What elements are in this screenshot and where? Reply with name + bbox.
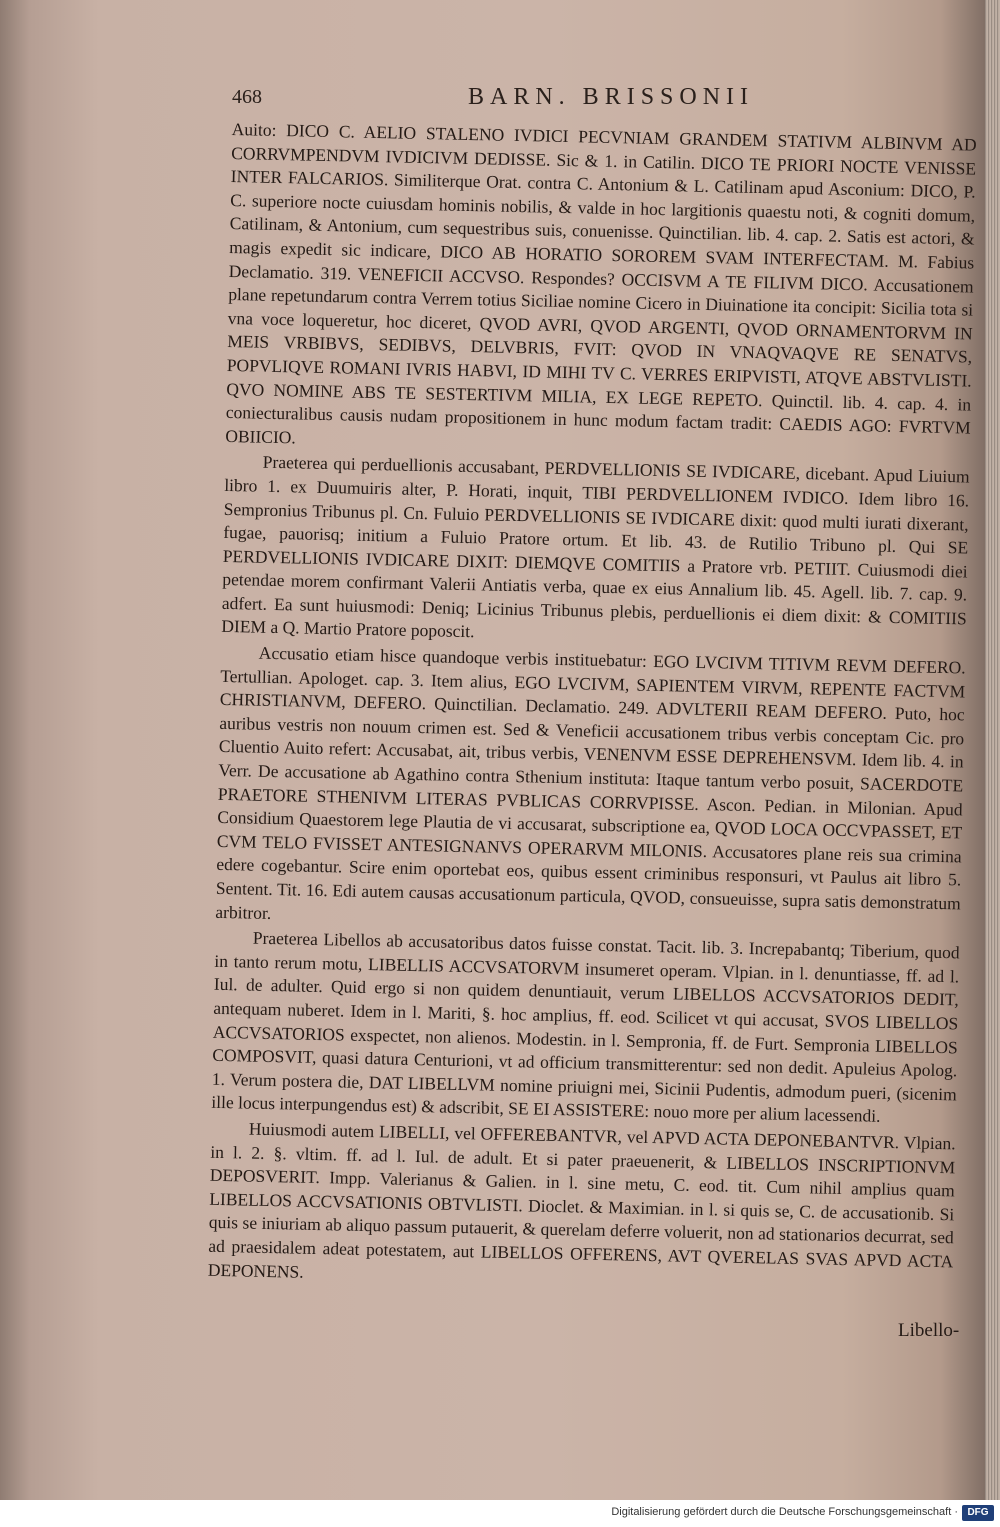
dfg-logo: DFG: [962, 1505, 994, 1521]
paragraph-3: Accusatio etiam hisce quandoque verbis instituebatur: EGO LVCIVM TITIVM REVM DEFERO. Tertullian. Apologet. cap. 3. Item alius, EGO LVCIVM, SAPIENTEM VIRVM, REPENTE FACTVM CHRISTIANVM, DEFERO. Quinctilian. Declamatio. 249. ADVLTERII REAM DEFERO. Puto, hoc auribus vestris non nouum crimen est. Sed & Veneficii accusationem tribus verbis conceptam Cic. pro Cluentio Auito refert: Accusabat, ait, tribus verbis, VENENVM ESSE DEPREHENSVM. Idem lib. 4. in Verr. De accusatione ab Agathino contra Sthenium instituta: Itaque tantum verbo posuit, SACERDOTE PRAETORE STHENIVM LITERAS PVBLICAS CORRVPISSE. Ascon. Pedian. in Milonian. Apud Considium Quaestorem lege Plautia de vi accusarat, subscriptione ea, QVOD LOCA OCCVPASSET, ET CVM TELO FVISSET ANTESIGNANVS OPERARVM MILONIS. Accusatores plane reis sua crimina edere cogebantur. Scire enim oportebat eos, quibus essent criminibus responsuri, vt Paulus ait libro 5. Sentent. Tit. 16. Edi autem causas accusationum particula, QVOD, consueuisse, supra satis demonstratum arbitror.: [215, 642, 966, 923]
paragraph-2: Praeterea qui perduellionis accusabant, PERDVELLIONIS SE IVDICARE, dicebant. Apud Liuium libro 1. ex Duumuiris alter, P. Horati, inquit, TIBI PERDVELLIONEM IVDICO. Idem libro 16. Sempronius Tribunus pl. Cn. Fuluio PERDVELLIONIS SE IVDICARE dixit: quod multi iurati dixerant, fugae, pauorisq; initium a Fuluio Pratore ortum. Et lib. 43. de Rutilio Tribuno pl. Qui SE PERDVELLIONIS IVDICARE DIXIT: DIEMQVE COMITIIS a Pratore vrb. PETIIT. Cuiusmodi diei petendae morem confirmant Valerii Antiatis verba, quae ex eius Annalium lib. 45. Agell. lib. 7. cap. 9. adfert. Ea sunt huiusmodi: Deniq; Licinius Tribunus plebis, perduellionis ei diem dixit: & COMITIIS DIEM a Q. Martio Pratore poposcit.: [221, 452, 970, 642]
page-header: [232, 84, 982, 114]
body-text: [208, 118, 977, 1297]
page-number: 468: [232, 86, 262, 108]
footer-bar: [0, 1500, 1000, 1527]
running-head: BARN. BRISSONII: [468, 84, 755, 110]
paragraph-4: Praeterea Libellos ab accusatoribus datos fuisse constat. Tacit. lib. 3. Increpabantq; Tiberium, quod in tanto rerum motu, LIBELLIS ACCVSATORVM insumeret operam. Vlpian. in l. denuntiasse, ff. ad l. Iul. de adulter. Quid ergo si non quidem denuntiauit, verum LIBELLOS ACCVSATORIOS DEDIT, antequam nuberet. Idem in l. Mariti, §. hoc amplius, ff. eod. Scilicet vt qui accusat, SVOS LIBELLOS ACCVSATORIOS exspectet, non alienos. Modestin. in l. Sempronia, ff. de Furt. Sempronia LIBELLOS COMPOSVIT, quasi datura Centurioni, vt ad officium transmitterentur: sed non dedit. Apuleius Apolog. 1. Verum postera die, DAT LIBELLVM nomine priuigni mei, Sicinii Pudentis, admodum pueri, (sicenim ille locus interpungendus est) & adscribit, SE EI ASSISTERE: nouo more per alium lacessendi.: [211, 927, 960, 1127]
digitization-note: Digitalisierung gefördert durch die Deutsche Forschungsgemeinschaft ·: [611, 1506, 958, 1518]
catchword: Libello-: [898, 1320, 960, 1341]
paragraph-1: Auito: DICO C. AELIO STALENO IVDICI PECVNIAM GRANDEM STATIVM ALBINVM AD CORRVMPENDVM IVDICIVM DEDISSE. Sic & 1. in Catilin. DICO TE PRIORI NOCTE VENISSE INTER FALCARIOS. Similiterque Orat. contra C. Antonium & L. Catilinam apud Asconium: DICO, P. C. superiore nocte cuiusdam hominis nobilis, & valde in hoc largitionis quaestu noti, & cogniti domum, Catilinam, & Antonium, cum sequestribus suis, conuenisse. Quinctilian. lib. 4. cap. 2. Satis est actori, & magis expedit sic indicare, DICO AB HORATIO SOROREM SVAM INTERFECTAM. M. Fabius Declamatio. 319. VENEFICII ACCVSO. Respondes? OCCISVM A TE FILIVM DICO. Accusationem plane repetundarum contra Verrem totius Siciliae nomine Cicero in Diuinatione ita concipit: Sicilia tota si vna voce loqueretur, hoc diceret, QVOD AVRI, QVOD ARGENTI, QVOD ORNAMENTORVM IN MEIS VRBIBVS, SEDIBVS, DELVBRIS, FVIT: QVOD IN VNAQVAQVE RE SENATVS, POPVLIQVE ROMANI IVRIS HABVI, ID MIHI TV C. VERRES ERIPVISTI, ATQVE ABSTVLISTI. QVO NOMINE ABS TE SESTERTIVM MILIA, EX LEGE REPETO. Quinctil. lib. 4. cap. 4. in coniecturalibus causis nudam propositionem in hunc modum factam tradit: CAEDIS AGO: FVRTVM OBIICIO.: [225, 118, 977, 448]
paragraph-5: Huiusmodi autem LIBELLI, vel OFFEREBANTVR, vel APVD ACTA DEPONEBANTVR. Vlpian. in l. 2. §. vltim. ff. ad l. Iul. de adult. Et si pater praeuenerit, & LIBELLOS INSCRIPTIONVM DEPOSVERIT. Impp. Valerianus & Galien. in l. sine metu, C. eod. tit. Cum nihil amplius quam LIBELLOS ACCVSATIONIS OBTVLISTI. Dioclet. & Maximian. in l. si quis se, C. de accusationib. Si quis se iniuriam ab aliquo passum putauerit, & querelam deferre voluerit, non ad stationarios decurrat, sed ad praesidalem adeat potestatem, aut LIBELLOS OFFERENS, AVT QVERELAS SVAS APVD ACTA DEPONENS.: [207, 1118, 956, 1282]
page-edges: [985, 0, 1000, 1500]
